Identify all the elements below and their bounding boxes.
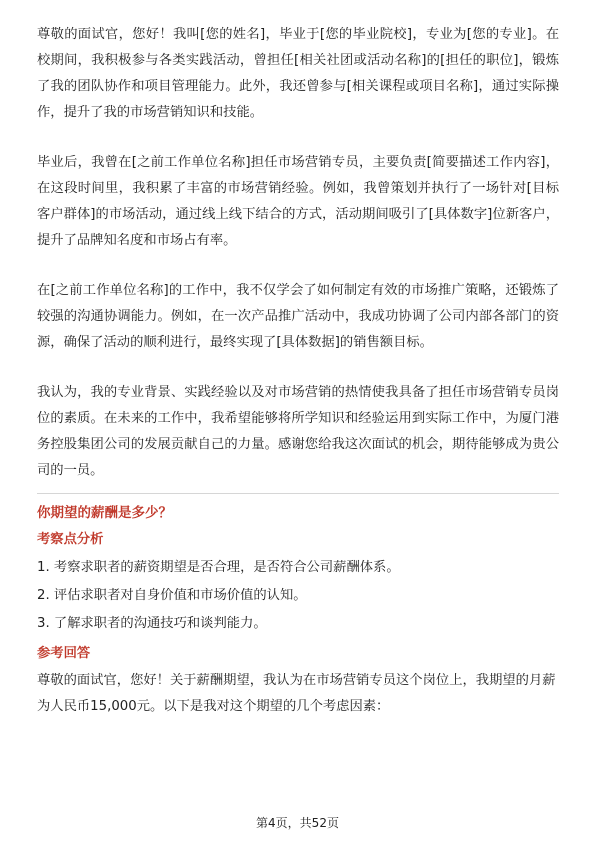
list-item: 1. 考察求职者的薪资期望是否合理，是否符合公司薪酬体系。 (37, 560, 400, 575)
closing-paragraph: 我认为，我的专业背景、实践经验以及对市场营销的热情使我具备了担任市场营销专员岗位的素质。在未来的工作中，我希望能够将所学知识和经验运用到实际工作中，为厦门港务控股集团公司的发展贡献自己的力量。感谢您给我这次面试的机会，期待能够成为贵公司的一员。 (37, 385, 559, 478)
question-heading: 你期望的薪酬是多少？ (37, 505, 172, 521)
analysis-heading: 考察点分析 (37, 532, 104, 547)
page-content (37, 22, 559, 720)
list-item: 2. 评估求职者对自身价值和市场价值的认知。 (37, 588, 307, 603)
list-item: 3. 了解求职者的沟通技巧和谈判能力。 (37, 616, 267, 631)
analysis-list (37, 554, 559, 638)
reference-answer: 尊敬的面试官，您好！关于薪酬期望，我认为在市场营销专员这个岗位上，我期望的月薪为人民币15,000元。以下是我对这个期望的几个考虑因素： (37, 673, 556, 714)
experience-paragraph: 毕业后，我曾在[之前工作单位名称]担任市场营销专员，主要负责[简要描述工作内容]，在这段时间里，我积累了丰富的市场营销经验。例如，我曾策划并执行了一场针对[目标客户群体]的市场活动，通过线上线下结合的方式，活动期间吸引了[具体数字]位新客户，提升了品牌知名度和市场占有率。 (37, 155, 559, 248)
skills-paragraph: 在[之前工作单位名称]的工作中，我不仅学会了如何制定有效的市场推广策略，还锻炼了较强的沟通协调能力。例如，在一次产品推广活动中，我成功协调了公司内部各部门的资源，确保了活动的顺利进行，最终实现了[具体数据]的销售额目标。 (37, 283, 559, 350)
intro-paragraph: 尊敬的面试官，您好！我叫[您的姓名]，毕业于[您的毕业院校]，专业为[您的专业]。在校期间，我积极参与各类实践活动，曾担任[相关社团或活动名称]的[担任的职位]，锻炼了我的团队协作和项目管理能力。此外，我还曾参与[相关课程或项目名称]，通过实际操作，提升了我的市场营销知识和技能。 (37, 27, 559, 120)
reference-heading: 参考回答 (37, 646, 91, 661)
section-divider (37, 493, 559, 494)
page-number: 第4页，共52页 (256, 816, 339, 830)
